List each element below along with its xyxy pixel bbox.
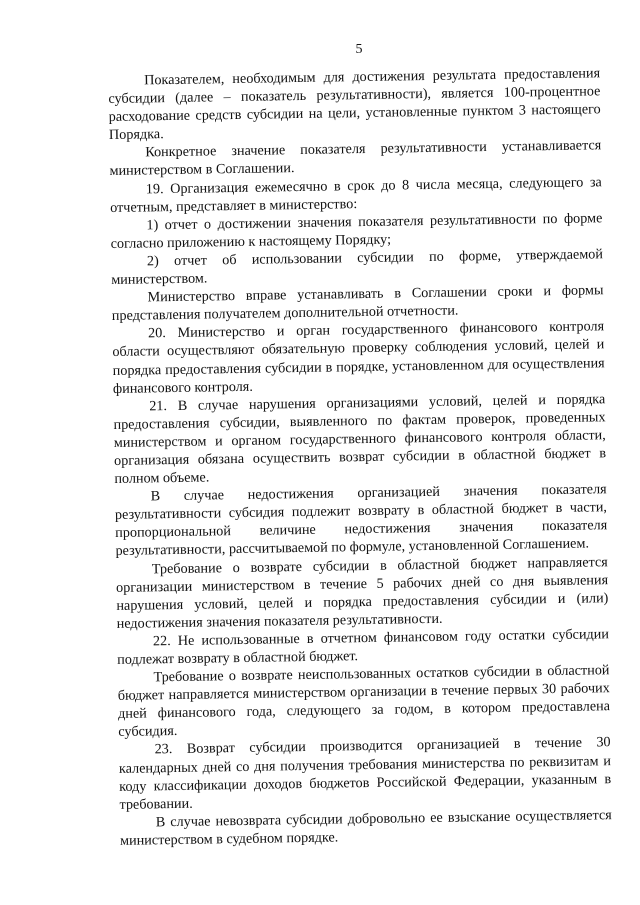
paragraph-additional-reporting: Министерство вправе устанавливать в Соглашении сроки и формы представления получателем дополнительной отчетности. [111, 282, 604, 325]
paragraph-item-20: 20. Министерство и орган государственного финансового контроля области осуществляют обязательную проверку соблюдения условий, целей и порядка предоставления субсидии в порядке, установленном для осуществления финансового контроля. [112, 318, 605, 397]
paragraph-indicator-definition: Показателем, необходимым для достижения результата предоставления субсидии (далее – показатель результативности), является 100-процентное расходование средств субсидии на цели, установленные пунктом 3 настоящего Порядка. [108, 65, 601, 144]
paragraph-item-19-1: 1) отчет о достижении значения показателя результативности по форме согласно приложению к настоящему Порядку; [110, 210, 603, 252]
paragraph-partial-return: В случае недостижения организацией значения показателя результативности субсидия подлежит возврату в областной бюджет в части, пропорциональной величине недостижения значения показателя результативности, рассчитываемой по формуле, установленной Соглашением. [114, 481, 608, 560]
paragraph-item-19-2: 2) отчет об использовании субсидии по форме, утверждаемой министерством. [111, 246, 604, 289]
document-body [108, 64, 612, 850]
paragraph-item-21: 21. В случае нарушения организациями условий, целей и порядка предоставления субсидии, выявленного по фактам проверок, проведенных министерством и органом государственного финансового контроля области, организация обязана осуществить возврат субсидии в областной бюджет в полном объеме. [113, 390, 607, 488]
paragraph-return-demand: Требование о возврате субсидии в областной бюджет направляется организации министерством в течение 5 рабочих дней со дня выявления нарушения условий, целей и порядка предоставления субсидии и (или) недостижения значения показателя результативности. [115, 553, 609, 632]
paragraph-item-22: 22. Не использованные в отчетном финансовом году остатки субсидии подлежат возврату в областной бюджет. [117, 626, 610, 668]
page-number: 5 [355, 42, 363, 57]
paragraph-item-19: 19. Организация ежемесячно в срок до 8 числа месяца, следующего за отчетным, представляет в министерство: [110, 173, 602, 216]
paragraph-unused-balance-demand: Требование о возврате неиспользованных остатков субсидии в областной бюджет направляется министерством организации в течение первых 30 рабочих дней финансового года, следующего за годом, в котором предоставлена субсидия. [117, 662, 611, 741]
paragraph-item-23: 23. Возврат субсидии производится организацией в течение 30 календарных дней со дня получения требования министерства по реквизитам и коду классификации доходов бюджетов Российской Федерации, указанным в требовании. [118, 734, 612, 813]
paragraph-court-recovery: В случае невозврата субсидии добровольно ее взыскание осуществляется министерством в судебном порядке. [119, 807, 612, 849]
paragraph-indicator-value: Конкретное значение показателя результативности устанавливается министерством в Соглашении. [109, 137, 602, 180]
